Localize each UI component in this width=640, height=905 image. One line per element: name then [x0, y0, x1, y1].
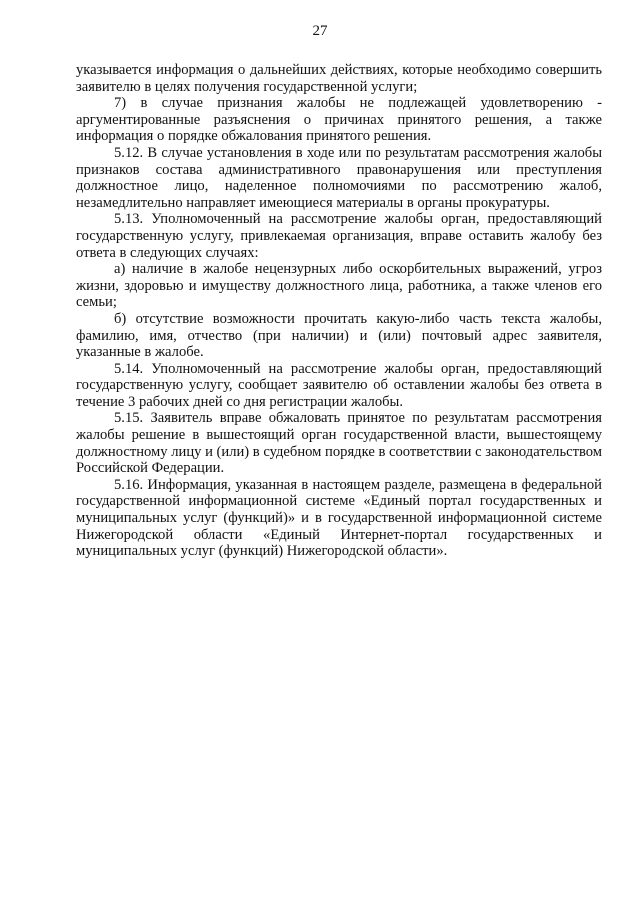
paragraph-5-12: 5.12. В случае установления в ходе или по результатам рассмотрения жалобы признаков состава административного правонарушения или преступления должностное лицо, наделенное полномочиями по рассмотрению жалоб, незамедлительно направляет имеющиеся материалы в органы прокуратуры.: [76, 144, 602, 211]
paragraph-5-15: 5.15. Заявитель вправе обжаловать принятое по результатам рассмотрения жалобы решение в вышестоящий орган государственной власти, вышестоящему должностному лицу и (или) в судебном порядке в соответствии с законодательством Российской Федерации.: [76, 410, 603, 477]
document-body: [76, 62, 602, 560]
paragraph-continuation: указывается информация о дальнейших действиях, которые необходимо совершить заявителю в целях получения государственной услуги;: [76, 62, 602, 95]
paragraph-5-16: 5.16. Информация, указанная в настоящем разделе, размещена в федеральной государственной информационной системе «Единый портал государственных и муниципальных услуг (функций)» и в государственной информационной системе Нижегородской области «Единый Интернет-портал государственных и муниципальных услуг (функций) Нижегородской области».: [76, 476, 602, 560]
paragraph-5-13-a: а) наличие в жалобе нецензурных либо оскорбительных выражений, угроз жизни, здоровью и имуществу должностного лица, работника, а также членов его семьи;: [76, 261, 602, 311]
paragraph-5-13: 5.13. Уполномоченный на рассмотрение жалобы орган, предоставляющий государственную услугу, привлекаемая организация, вправе оставить жалобу без ответа в следующих случаях:: [76, 211, 602, 261]
page-number: 27: [312, 23, 328, 39]
paragraph-5-14: 5.14. Уполномоченный на рассмотрение жалобы орган, предоставляющий государственную услугу, сообщает заявителю об оставлении жалобы без ответа в течение 3 рабочих дней со дня регистрации жалобы.: [76, 360, 602, 410]
paragraph-item-7: 7) в случае признания жалобы не подлежащей удовлетворению - аргументированные разъяснения о причинах принятого решения, а также информация о порядке обжалования принятого решения.: [76, 95, 602, 145]
paragraph-5-13-b: б) отсутствие возможности прочитать какую-либо часть текста жалобы, фамилию, имя, отчество (при наличии) и (или) почтовый адрес заявителя, указанные в жалобе.: [76, 310, 602, 361]
